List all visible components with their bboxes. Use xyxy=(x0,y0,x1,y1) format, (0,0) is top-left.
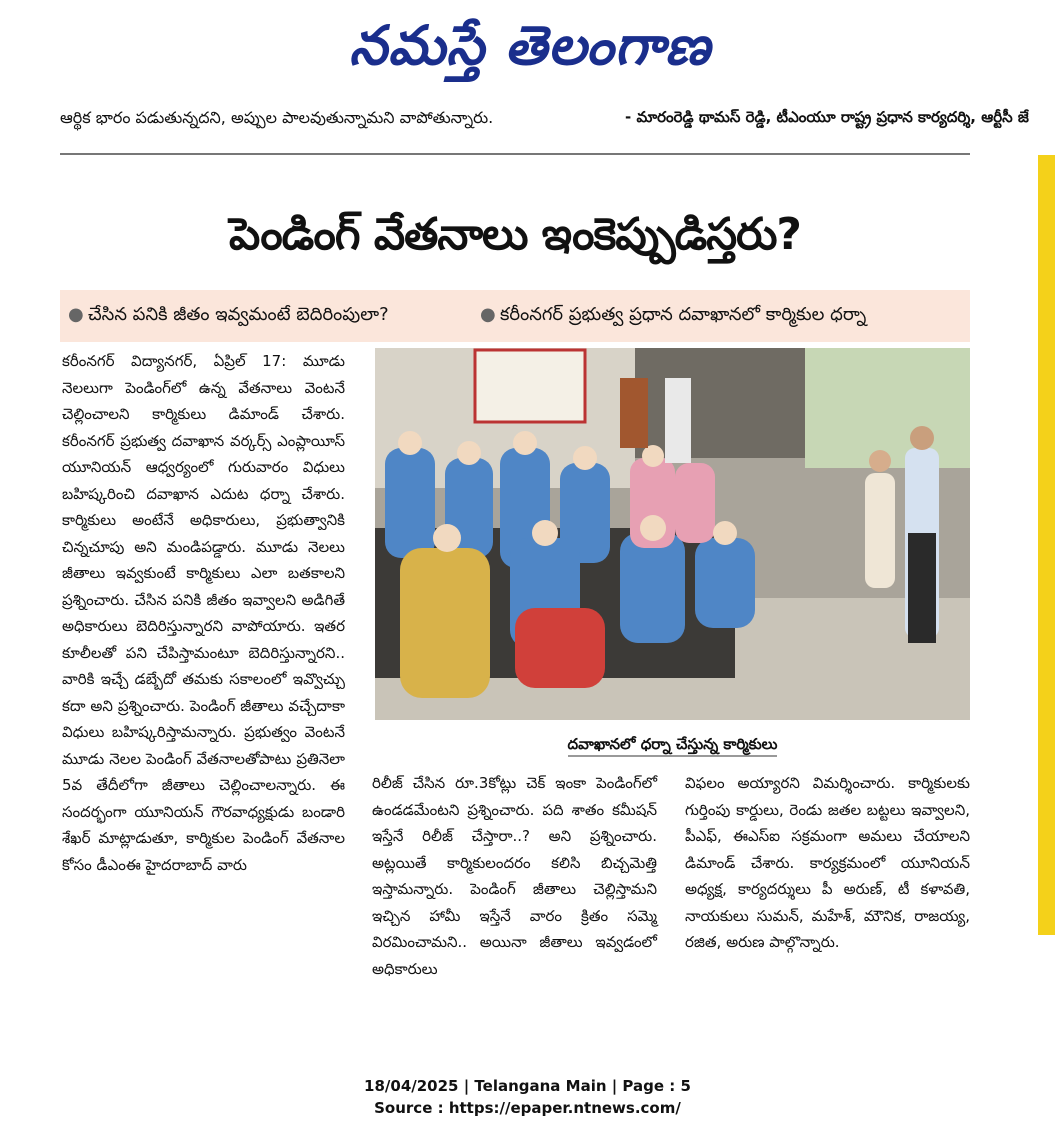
previous-story-quote-attribution: - మారంరెడ్డి థామస్ రెడ్డి, టీఎంయూ రాష్ట్ర ప్రధాన కార్యదర్శి, ఆర్టీసీ జే xyxy=(625,108,1029,126)
side-advertisement-strip xyxy=(1038,155,1055,935)
photo-caption-text: దవాఖానలో ధర్నా చేస్తున్న కార్మికులు xyxy=(568,735,778,757)
article-photo xyxy=(375,348,970,720)
divider-rule xyxy=(60,153,970,155)
subhead-bar xyxy=(60,290,970,342)
article-column-2 xyxy=(372,770,657,985)
masthead xyxy=(0,0,1055,90)
column-1-text: కరీంనగర్ విద్యానగర్, ఏప్రిల్ 17: మూడు నెలలుగా పెండింగ్‌లో ఉన్న వేతనాలు వెంటనే చెల్లించాలని కార్మికులు డిమాండ్ చేశారు. కరీంనగర్ ప్రభుత్వ దవాఖాన వర్కర్స్ ఎంప్లాయీస్ యూనియన్ ఆధ్వర్యంలో గురువారం విధులు బహిష్కరించి దవాఖాన ఎదుట ధర్నా చేశారు. కార్మికులు అంటేనే అధికారులు, ప్రభుత్వానికి చిన్నచూపు అని మండిపడ్డారు. మూడు నెలలు జీతాలు ఇవ్వకుంటే కార్మికులు ఎలా బతకాలని ప్రశ్నించారు. చేసిన పనికి జీతం ఇవ్వాలని అడిగితే అధికారులు బెదిరిస్తున్నారని వాపోయారు. ఇతర కూలీలతో పని చేపిస్తామంటూ బెదిరిస్తున్నారని.. వారికి ఇచ్చే డబ్బేదో తమకు సకాలంలో ఇవ్వొచ్చు కదా అని ప్రశ్నించారు. పెండింగ్ జీతాలు వచ్చేదాకా విధులు బహిష్కరిస్తామన్నారు. ప్రభుత్వం వెంటనే మూడు నెలల పెండింగ్ వేతనాలతోపాటు ప్రతినెలా 5వ తేదీలోగా జీతాలు చెల్లించాలన్నారు. ఈ సందర్భంగా యూనియన్ గౌరవాధ్యక్షుడు బండారి శేఖర్ మాట్లాడుతూ, కార్మికుల పెండింగ్ వేతనాల కోసం డీఎంఈ హైదరాబాద్ వారు xyxy=(62,352,345,874)
photo-caption xyxy=(375,728,970,760)
column-3-text: విఫలం అయ్యారని విమర్శించారు. కార్మికులకు గుర్తింపు కార్డులు, రెండు జతల బట్టలు ఇవ్వాలని, పీఎఫ్, ఈఎస్ఐ సక్రమంగా అమలు చేయాలని డిమాండ్ చేశారు. కార్యక్రమంలో యూనియన్ అధ్యక్ష, కార్యదర్శులు పీ అరుణ్, టీ కళావతి, నాయకులు సుమన్, మహేశ్, మౌనిక, రాజయ్య, రజిత, అరుణ పాల్గొన్నారు. xyxy=(685,774,970,951)
footer-source-link[interactable]: Source : https://epaper.ntnews.com/ xyxy=(374,1099,681,1117)
previous-story-strip xyxy=(60,100,1055,140)
previous-story-text: ఆర్థిక భారం పడుతున్నదని, అప్పుల పాలవుతున్నామని వాపోతున్నారు. xyxy=(60,108,494,127)
subhead-bullet-icon: ● xyxy=(68,304,84,325)
footer-edition-info: 18/04/2025 | Telangana Main | Page : 5 xyxy=(364,1077,691,1095)
page-footer xyxy=(0,1075,1055,1119)
article-column-3 xyxy=(685,770,970,985)
article-headline: పెండింగ్ వేతనాలు ఇంకెప్పుడిస్తరు? xyxy=(229,209,801,260)
subhead-bullet-icon: ● xyxy=(480,304,496,325)
subhead-1: చేసిన పనికి జీతం ఇవ్వమంటే బెదిరింపులా? xyxy=(88,304,389,325)
newspaper-logo: నమస్తే తెలంగాణ xyxy=(349,13,711,77)
article-column-1 xyxy=(62,348,345,988)
subhead-2: కరీంనగర్ ప్రభుత్వ ప్రధాన దవాఖానలో కార్మికుల ధర్నా xyxy=(500,304,867,325)
column-2-text: రిలీజ్ చేసిన రూ.3కోట్లు చెక్ ఇంకా పెండింగ్‌లో ఉండడమేంటని ప్రశ్నించారు. పది శాతం కమీషన్ ఇస్తేనే రిలీజ్ చేస్తారా..? అని ప్రశ్నించారు. అట్లయితే కార్మికులందరం కలిసి బిచ్చమెత్తి ఇస్తామన్నారు. పెండింగ్ జీతాలు చెల్లిస్తామని ఇచ్చిన హామీ ఇస్తేనే వారం క్రితం సమ్మె విరమించామని.. అయినా జీతాలు ఇవ్వడంలో అధికారులు xyxy=(372,774,657,978)
protest-photo-illustration xyxy=(375,348,970,720)
